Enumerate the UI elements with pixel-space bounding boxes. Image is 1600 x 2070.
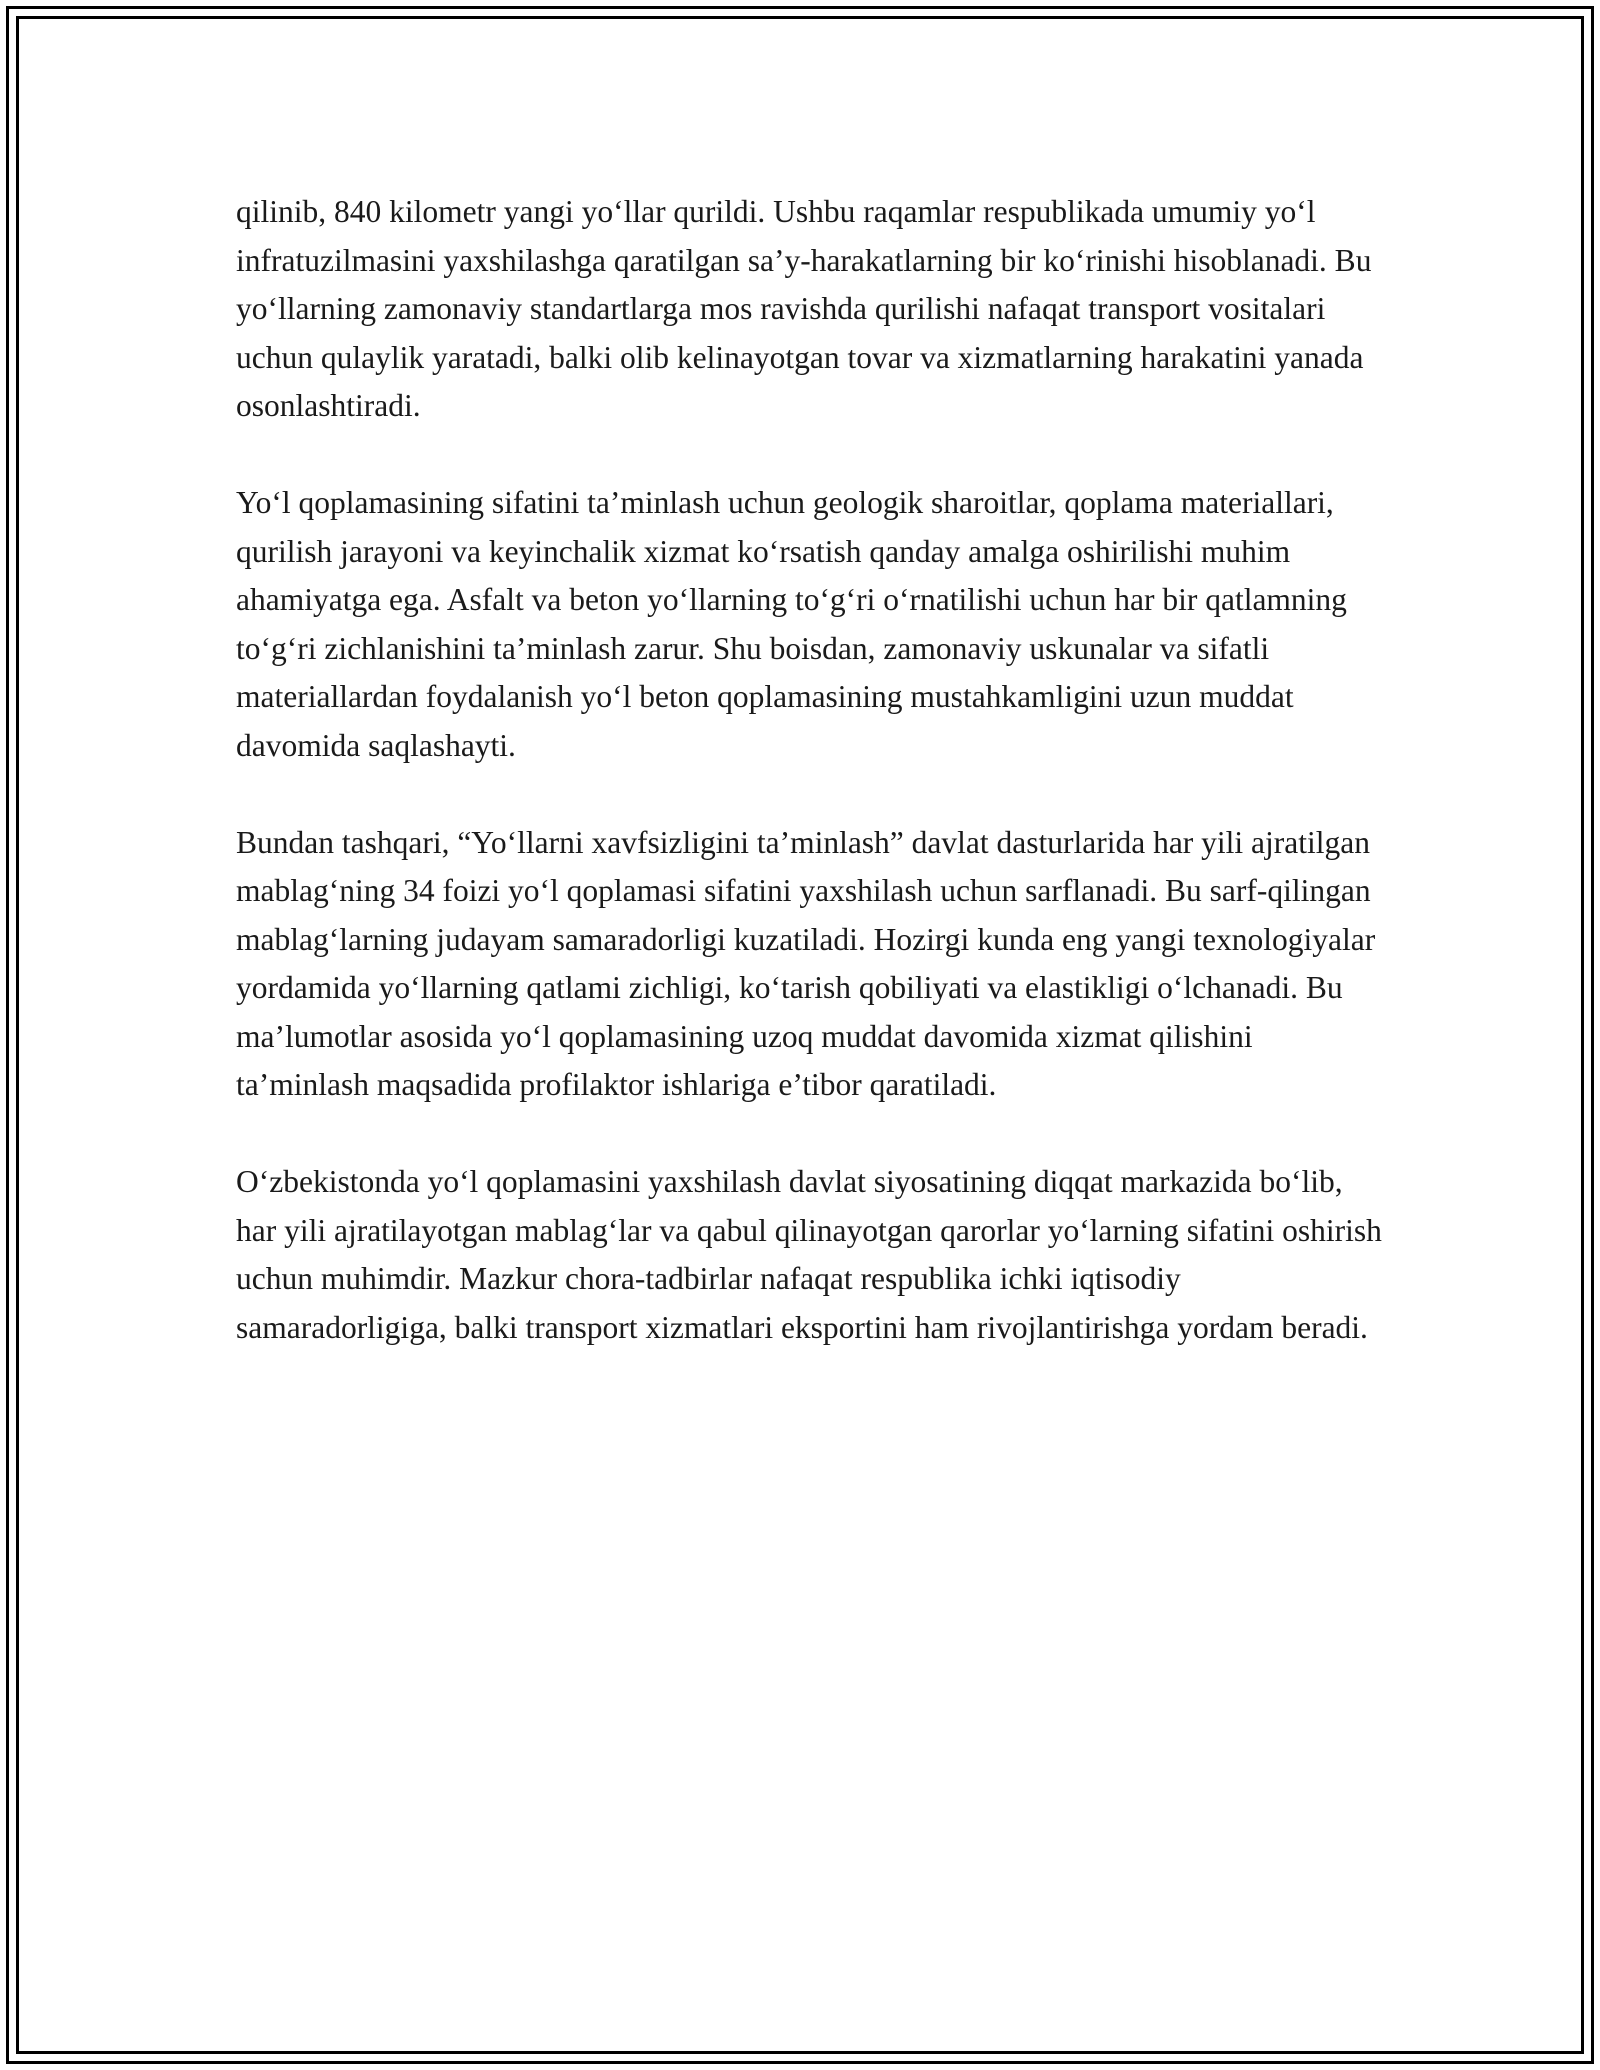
paragraph-2: Yo‘l qoplamasining sifatini ta’minlash uchun geologik sharoitlar, qoplama materiallari, qurilish jarayoni va keyinchalik xizmat ko‘rsatish qanday amalga oshirilishi muhim ahamiyatga ega. Asfalt va beton yo‘llarning to‘g‘ri o‘rnatilishi uchun har bir qatlamning to‘g‘ri zichlanishini ta’minlash zarur. Shu boisdan, zamonaviy uskunalar va sifatli materiallardan foydalanish yo‘l beton qoplamasining mustahkamligini uzun muddat davomida saqlashayti.: [236, 485, 1347, 763]
paragraph-1: qilinib, 840 kilometr yangi yo‘llar qurildi. Ushbu raqamlar respublikada umumiy yo‘l infratuzilmasini yaxshilashga qaratilgan sa’y-harakatlarning bir ko‘rinishi hisoblanadi. Bu yo‘llarning zamonaviy standartlarga mos ravishda qurilishi nafaqat transport vositalari uchun qulaylik yaratadi, balki olib kelinayotgan tovar va xizmatlarning harakatini yanada osonlashtiradi.: [236, 194, 1372, 423]
paragraph-3: Bundan tashqari, “Yo‘llarni xavfsizligini ta’minlash” davlat dasturlarida har yili ajratilgan mablag‘ning 34 foizi yo‘l qoplamasi sifatini yaxshilash uchun sarflanadi. Bu sarf-qilingan mablag‘larning judayam samaradorligi kuzatiladi. Hozirgi kunda eng yangi texnologiyalar yordamida yo‘llarning qatlami zichligi, ko‘tarish qobiliyati va elastikligi o‘lchanadi. Bu ma’lumotlar asosida yo‘l qoplamasining uzoq muddat davomida xizmat qilishini ta’minlash maqsadida profilaktor ishlariga e’tibor qaratiladi.: [236, 824, 1376, 1102]
document-body: [236, 188, 1384, 1352]
paragraph-4: O‘zbekistonda yo‘l qoplamasini yaxshilash davlat siyosatining diqqat markazida bo‘lib, har yili ajratilayotgan mablag‘lar va qabul qilinayotgan qarorlar yo‘larning sifatini oshirish uchun muhimdir. Mazkur chora-tadbirlar nafaqat respublika ichki iqtisodiy samaradorligiga, balki transport xizmatlari eksportini ham rivojlantirishga yordam beradi.: [236, 1164, 1382, 1345]
